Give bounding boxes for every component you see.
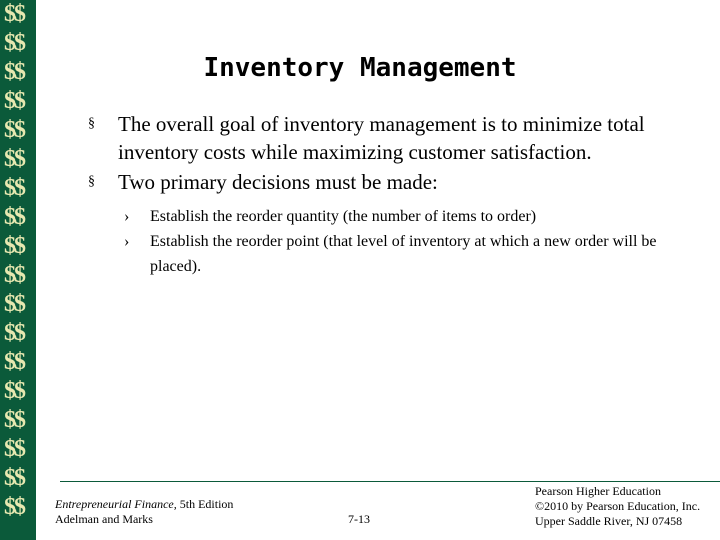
sub-bullet-item: [88, 204, 688, 229]
dollar-glyph: $$: [4, 233, 24, 259]
dollar-glyph: $$: [4, 1, 24, 27]
bullet-text: The overall goal of inventory management is to minimize total inventory costs while maximizing customer satisfaction.: [118, 112, 645, 164]
dollar-glyph: $$: [4, 436, 24, 462]
bullet-item: [88, 168, 688, 196]
dollar-glyph: $$: [4, 349, 24, 375]
dollar-glyph: $$: [4, 59, 24, 85]
bullet-item: [88, 110, 688, 166]
dollar-glyph: $$: [4, 30, 24, 56]
square-bullet-icon: §: [88, 174, 95, 189]
chevron-right-icon: ›: [124, 208, 130, 225]
book-citation: [55, 497, 233, 512]
dollar-glyph: $$: [4, 204, 24, 230]
publisher-line: Pearson Higher Education: [535, 484, 661, 498]
dollar-glyph: $$: [4, 494, 24, 520]
authors: Adelman and Marks: [55, 512, 153, 526]
footer-citation: [55, 497, 233, 527]
dollar-glyph: $$: [4, 117, 24, 143]
page-number: 7-13: [348, 512, 370, 526]
book-title: Entrepreneurial Finance,: [55, 497, 177, 511]
slide-title: Inventory Management: [203, 53, 517, 83]
bullet-list: [88, 110, 688, 279]
sidebar-decoration: [0, 0, 36, 540]
address-line: Upper Saddle River, NJ 07458: [535, 514, 683, 528]
dollar-glyph: $$: [4, 146, 24, 172]
chevron-right-icon: ›: [124, 233, 130, 250]
copyright-line: ©2010 by Pearson Education, Inc.: [535, 499, 701, 513]
square-bullet-icon: §: [88, 116, 95, 131]
sub-bullet-item: [88, 229, 688, 279]
dollar-glyph: $$: [4, 291, 24, 317]
sub-bullet-text: Establish the reorder quantity (the number of items to order): [150, 208, 537, 225]
dollar-glyph: $$: [4, 465, 24, 491]
publisher-info: [535, 484, 700, 529]
dollar-glyph: $$: [4, 320, 24, 346]
dollar-glyph: $$: [4, 407, 24, 433]
sub-bullet-list: [88, 204, 688, 279]
bullet-text: Two primary decisions must be made:: [118, 170, 438, 194]
sub-bullet-text: Establish the reorder point (that level of inventory at which a new order will be placed).: [150, 233, 657, 275]
dollar-glyph: $$: [4, 88, 24, 114]
footer-divider: [60, 481, 720, 482]
dollar-glyph: $$: [4, 175, 24, 201]
dollar-glyph: $$: [4, 262, 24, 288]
dollar-glyph: $$: [4, 378, 24, 404]
book-edition: 5th Edition: [176, 497, 234, 511]
